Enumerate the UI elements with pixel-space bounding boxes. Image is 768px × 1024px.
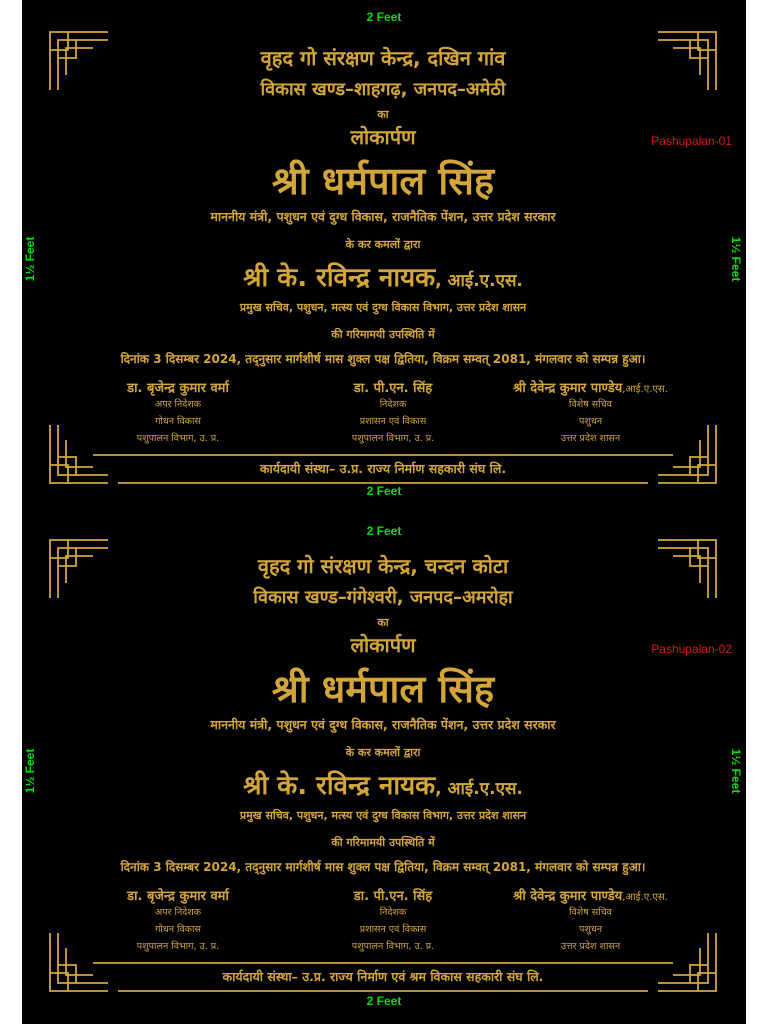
chief-guest-title: माननीय मंत्री, पशुधन एवं दुग्ध विकास, राजनैतिक पेंशन, उत्तर प्रदेश सरकार bbox=[210, 717, 556, 732]
official-3-line-3: उत्तर प्रदेश शासन bbox=[560, 433, 621, 444]
official-3-line-1: विशेष सचिव bbox=[569, 399, 612, 410]
official-1-line-1: अपर निदेशक bbox=[154, 907, 202, 918]
height-dimension-right bbox=[728, 2, 746, 512]
ka-word: का bbox=[377, 108, 389, 121]
width-dimension-bottom: 2 Feet bbox=[366, 994, 402, 1008]
official-1-name: डा. बृजेन्द्र कुमार वर्मा bbox=[127, 381, 229, 396]
center-name: वृहद गो संरक्षण केन्द्र, चन्दन कोटा bbox=[257, 554, 509, 578]
official-3-suffix: ,आई.ए.एस. bbox=[622, 384, 668, 395]
official-2-line-1: निदेशक bbox=[379, 399, 407, 410]
guest2-title: प्रमुख सचिव, पशुधन, मत्स्य एवं दुग्ध विकास विभाग, उत्तर प्रदेश शासन bbox=[239, 809, 527, 822]
official-3-suffix: ,आई.ए.एस. bbox=[622, 892, 668, 903]
official-3-name: श्री देवेन्द्र कुमार पाण्डेय bbox=[513, 889, 623, 904]
official-3-name-line bbox=[483, 886, 698, 904]
height-dimension-right-label: 1½ Feet bbox=[729, 236, 743, 282]
chief-guest-name: श्री धर्मपाल सिंह bbox=[271, 667, 495, 711]
height-dimension-left-label: 1½ Feet bbox=[23, 236, 37, 282]
official-2-name: डा. पी.एन. सिंह bbox=[353, 889, 433, 904]
official-2 bbox=[318, 378, 468, 447]
chief-guest-name: श्री धर्मपाल सिंह bbox=[271, 159, 495, 203]
event-title: लोकार्पण bbox=[350, 125, 416, 149]
guest2-suffix: , आई.ए.एस. bbox=[435, 271, 523, 291]
ka-word: का bbox=[377, 616, 389, 629]
official-2-line-3: पशुपालन विभाग, उ. प्र. bbox=[351, 433, 435, 444]
guest2-name: श्री के. रविन्द्र नायक bbox=[243, 771, 436, 801]
guest2-title: प्रमुख सचिव, पशुधन, मत्स्य एवं दुग्ध विकास विभाग, उत्तर प्रदेश शासन bbox=[239, 301, 527, 314]
official-3-line-3: उत्तर प्रदेश शासन bbox=[560, 941, 621, 952]
by-hands-text: के कर कमलों द्वारा bbox=[345, 238, 421, 251]
guest2-line bbox=[48, 258, 718, 294]
official-2 bbox=[318, 886, 468, 955]
official-1-line-1: अपर निदेशक bbox=[154, 399, 202, 410]
official-1-line-3: पशुपालन विभाग, उ. प्र. bbox=[136, 433, 220, 444]
official-2-line-2: प्रशासन एवं विकास bbox=[359, 924, 427, 935]
width-dimension-bottom: 2 Feet bbox=[366, 484, 402, 498]
guest2-line bbox=[48, 766, 718, 802]
height-dimension-left bbox=[22, 2, 40, 512]
event-title: लोकार्पण bbox=[350, 633, 416, 657]
official-1 bbox=[88, 378, 268, 447]
width-dimension-top: 2 Feet bbox=[366, 524, 402, 538]
official-3-line-2: पशुधन bbox=[579, 416, 602, 427]
location-line: विकास खण्ड–शाहगढ़, जनपद–अमेठी bbox=[260, 79, 506, 100]
agency-line: कार्यदायी संस्था– उ.प्र. राज्य निर्माण सहकारी संघ लि. bbox=[259, 461, 507, 476]
location-line: विकास खण्ड–गंगेश्वरी, जनपद–अमरोहा bbox=[253, 587, 513, 608]
date-line: दिनांक 3 दिसम्बर 2024, तद्नुसार मार्गशीर्ष मास शुक्ल पक्ष द्वितिया, विक्रम सम्वत् 2081, मंगलवार को सम्पन्न हुआ। bbox=[120, 860, 646, 874]
plaque-board bbox=[48, 30, 732, 485]
plaque-code: Pashupalan-02 bbox=[651, 642, 732, 656]
by-hands-text: के कर कमलों द्वारा bbox=[345, 746, 421, 759]
width-dimension-top: 2 Feet bbox=[366, 10, 402, 24]
official-2-name: डा. पी.एन. सिंह bbox=[353, 381, 433, 396]
official-1 bbox=[88, 886, 268, 955]
plaque-code: Pashupalan-01 bbox=[651, 134, 732, 148]
official-2-line-2: प्रशासन एवं विकास bbox=[359, 416, 427, 427]
official-3-name: श्री देवेन्द्र कुमार पाण्डेय bbox=[513, 381, 623, 396]
official-2-line-1: निदेशक bbox=[379, 907, 407, 918]
date-line: दिनांक 3 दिसम्बर 2024, तद्नुसार मार्गशीर्ष मास शुक्ल पक्ष द्वितिया, विक्रम सम्वत् 2081, मंगलवार को सम्पन्न हुआ। bbox=[120, 352, 646, 366]
height-dimension-right-label: 1½ Feet bbox=[729, 748, 743, 794]
official-2-line-3: पशुपालन विभाग, उ. प्र. bbox=[351, 941, 435, 952]
guest2-name: श्री के. रविन्द्र नायक bbox=[243, 263, 436, 293]
chief-guest-title: माननीय मंत्री, पशुधन एवं दुग्ध विकास, राजनैतिक पेंशन, उत्तर प्रदेश सरकार bbox=[210, 209, 556, 224]
height-dimension-left-label: 1½ Feet bbox=[23, 748, 37, 794]
official-3 bbox=[483, 378, 698, 447]
official-3 bbox=[483, 886, 698, 955]
official-3-line-1: विशेष सचिव bbox=[569, 907, 612, 918]
official-1-line-2: गोधन विकास bbox=[155, 416, 201, 427]
presence-text: की गरिमामयी उपस्थिति में bbox=[331, 836, 435, 849]
center-name: वृहद गो संरक्षण केन्द्र, दखिन गांव bbox=[260, 46, 506, 70]
plaque-board bbox=[48, 538, 732, 993]
agency-line: कार्यदायी संस्था– उ.प्र. राज्य निर्माण एवं श्रम विकास सहकारी संघ लि. bbox=[222, 969, 544, 984]
official-1-line-3: पशुपालन विभाग, उ. प्र. bbox=[136, 941, 220, 952]
height-dimension-right bbox=[728, 514, 746, 1024]
official-3-name-line bbox=[483, 378, 698, 396]
print-sheet bbox=[22, 0, 746, 1024]
plaque-2 bbox=[22, 514, 746, 1024]
official-1-line-2: गोधन विकास bbox=[155, 924, 201, 935]
presence-text: की गरिमामयी उपस्थिति में bbox=[331, 328, 435, 341]
official-3-line-2: पशुधन bbox=[579, 924, 602, 935]
official-1-name: डा. बृजेन्द्र कुमार वर्मा bbox=[127, 889, 229, 904]
height-dimension-left bbox=[22, 514, 40, 1024]
plaque-1 bbox=[22, 2, 746, 512]
guest2-suffix: , आई.ए.एस. bbox=[435, 779, 523, 799]
